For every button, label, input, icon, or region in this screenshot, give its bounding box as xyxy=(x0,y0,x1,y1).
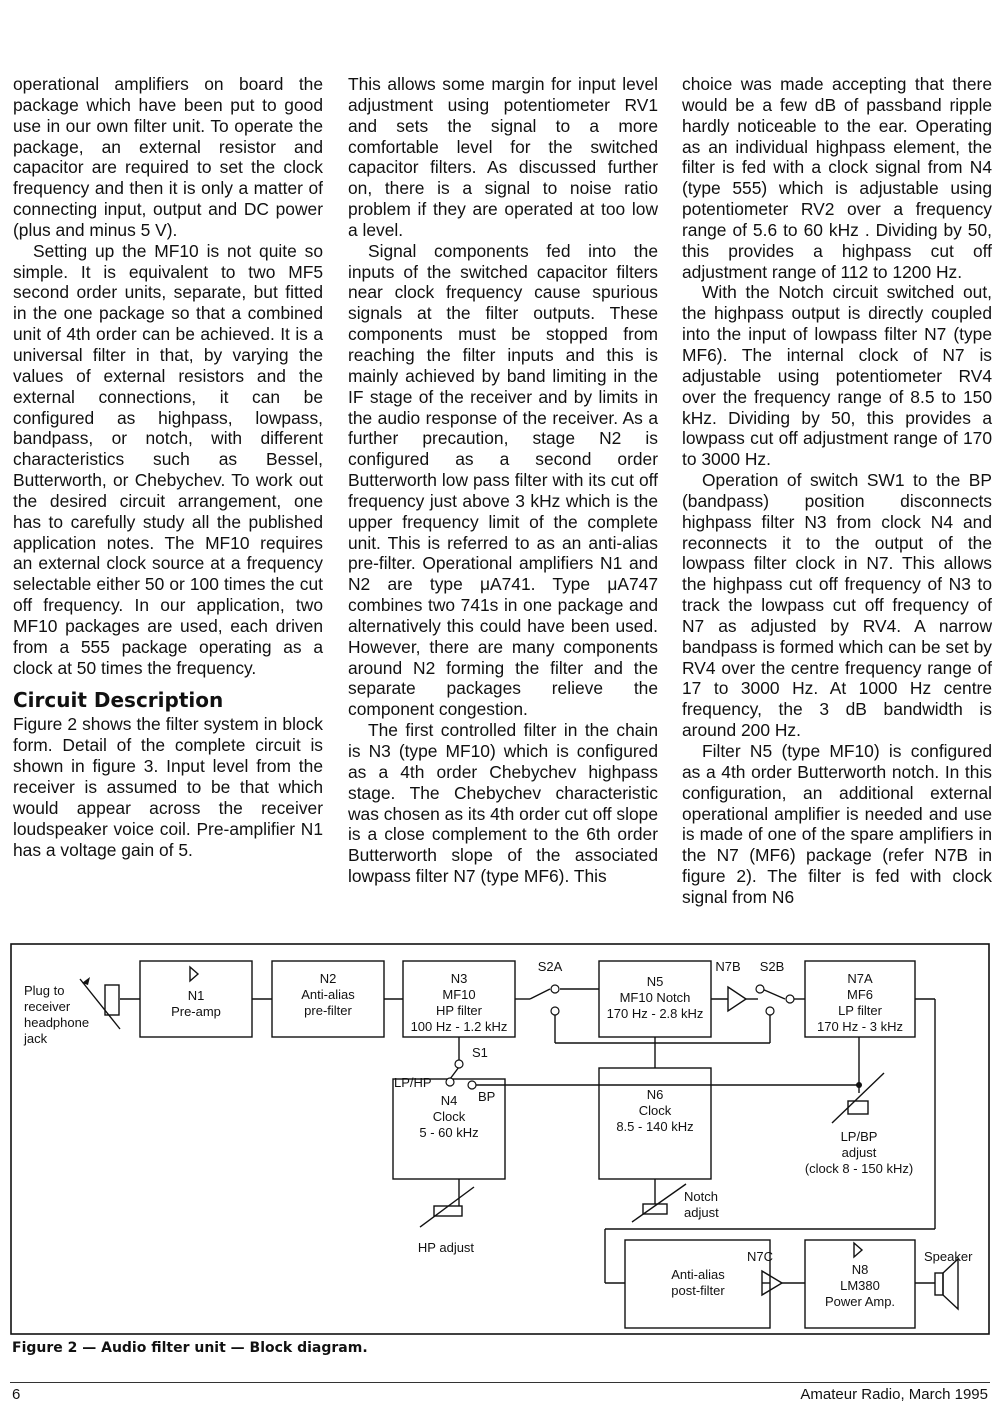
journal-name: Amateur Radio, March 1995 xyxy=(800,1386,988,1403)
diagram-label-n4: Clock xyxy=(432,1109,466,1124)
diagram-label-n4: 5 - 60 kHz xyxy=(419,1125,479,1140)
paragraph: The first controlled filter in the chain is N3 (type MF10) which is configured as a 4th order Chebychev highpass stage. The Chebychev characteristic was chosen as its 4th order cut off slope is a close complement to the 6th order Butterworth slope of the associated lowpass filter N7 (type MF6). This xyxy=(348,720,658,887)
diagram-label-n1: N1 xyxy=(187,988,205,1003)
diagram-label-lpbp: LP/BP xyxy=(840,1129,878,1144)
footer-rule xyxy=(10,1382,990,1383)
diagram-label-n6: 8.5 - 140 kHz xyxy=(616,1119,694,1134)
diagram-label-n8: Power Amp. xyxy=(824,1294,896,1309)
diagram-label-n7a: N7A xyxy=(847,971,873,986)
paragraph: Figure 2 shows the filter system in block form. Detail of the complete circuit is shown in figure 3. Input level from the receiver is assumed to be that which would appear across the receiver loudspeaker voice coil. Pre-amplifier N1 has a voltage gain of 5. xyxy=(13,714,323,860)
diagram-label-speaker: Speaker xyxy=(924,1249,973,1264)
diagram-label-n3: 100 Hz - 1.2 kHz xyxy=(410,1019,508,1034)
page-number: 6 xyxy=(12,1386,21,1403)
diagram-label-n7c: N7C xyxy=(746,1249,774,1264)
paragraph: With the Notch circuit switched out, the highpass output is directly coupled into the input of lowpass filter N7 (type MF6). The internal clock of N7 is adjustable using potentiometer RV4 over the frequency range of 8.5 to 150 kHz. Dividing by 50, this provides a lowpass cut off adjustment range of 170 to 3000 Hz. xyxy=(682,282,992,470)
diagram-label-s2b: S2B xyxy=(759,959,785,974)
diagram-label-n2: Anti-alias xyxy=(301,987,355,1002)
diagram-label-input_label: Plug to xyxy=(24,983,65,998)
diagram-label-post: post-filter xyxy=(671,1283,725,1298)
diagram-label-n7a: MF6 xyxy=(847,987,873,1002)
diagram-label-n8: N8 xyxy=(851,1262,869,1277)
diagram-label-n3: HP filter xyxy=(436,1003,482,1018)
diagram-label-input_label: receiver xyxy=(24,999,71,1014)
diagram-label-hp_adjust: HP adjust xyxy=(417,1240,475,1255)
diagram-label-lpbp: adjust xyxy=(841,1145,877,1160)
diagram-label-n2: pre-filter xyxy=(304,1003,352,1018)
paragraph: Signal components fed into the inputs of the switched capacitor filters near clock frequency cause spurious signals at the filter outputs. These components must be stopped from reaching the filter inputs and this is mainly achieved by band limiting in the IF stage of the receiver and by limits in the audio response of the receiver. As a further precaution, stage N2 is configured as a second order Butterworth low pass filter with its cut off frequency just above 3 kHz which is the upper frequency limit of the complete unit. This is referred to as an anti-alias pre-filter. Operational amplifiers N1 and N2 are type μA741. Type μA747 combines two 741s in one package and alternatively this could have been used. However, there are many components around N2 forming the filter and the separate packages relieve the component congestion. xyxy=(348,240,658,720)
figure-caption: Figure 2 — Audio filter unit — Block diagram. xyxy=(12,1340,368,1356)
paragraph: choice was made accepting that there would be a few dB of passband ripple hardly noticeable to the ear. Operating as an individual highpass element, the filter is fed with a clock signal from N4 (type 555) which is adjustable using potentiometer RV2 over a frequency range of 5.6 to 60 kHz . Dividing by 50, this provides a highpass cut off adjustment range of 112 to 1200 Hz. xyxy=(682,74,992,282)
diagram-label-input_label: jack xyxy=(24,1031,48,1046)
block-diagram xyxy=(10,943,990,1335)
diagram-label-n3: MF10 xyxy=(442,987,476,1002)
text-column-2 xyxy=(348,74,658,887)
diagram-label-n7a: 170 Hz - 3 kHz xyxy=(817,1019,903,1034)
diagram-label-bp: BP xyxy=(478,1089,496,1104)
diagram-label-n7b: N7B xyxy=(715,959,741,974)
paragraph: operational amplifiers on board the package which have been put to good use in our own filter unit. To operate the package, an external resistor and capacitor are required to set the clock frequency and then it is only a matter of connecting input, output and DC power (plus and minus 5 V). xyxy=(13,74,323,240)
diagram-label-input_label: headphone xyxy=(24,1015,90,1030)
diagram-label-n5: MF10 Notch xyxy=(619,990,691,1005)
text-column-3 xyxy=(682,74,992,908)
paragraph: Filter N5 (type MF10) is configured as a 4th order Butterworth notch. In this configuration, an additional external operational amplifier is needed and use is made of one of the spare amplifiers in the N7 (MF6) package (refer N7B in figure 2). The filter is fed with clock signal from N6 xyxy=(682,741,992,907)
diagram-label-n8: LM380 xyxy=(840,1278,880,1293)
diagram-label-notch_adjust: Notch xyxy=(684,1189,718,1204)
diagram-label-n5: 170 Hz - 2.8 kHz xyxy=(606,1006,704,1021)
diagram-label-n7a: LP filter xyxy=(838,1003,882,1018)
diagram-label-lphp: LP/HP xyxy=(394,1075,432,1090)
paragraph: This allows some margin for input level adjustment using potentiometer RV1 and sets the signal to a more comfortable level for the switched capacitor filters. As discussed further on, there is a signal to noise ratio problem if they are operated at too low a level. xyxy=(348,74,658,240)
diagram-label-post: Anti-alias xyxy=(671,1267,725,1282)
diagram-label-n5: N5 xyxy=(646,974,664,989)
diagram-label-s2a: S2A xyxy=(537,959,563,974)
diagram-label-lpbp: (clock 8 - 150 kHz) xyxy=(804,1161,914,1176)
diagram-label-n6: N6 xyxy=(646,1087,664,1102)
diagram-label-notch_adjust: adjust xyxy=(684,1205,719,1220)
diagram-label-n1: Pre-amp xyxy=(171,1004,221,1019)
text-column-1 xyxy=(13,74,323,860)
paragraph: Setting up the MF10 is not quite so simple. It is equivalent to two MF5 second order units, separate, but fitted in the one package so that a combined unit of 4th order can be achieved. It is a universal filter in that, by varying the values of external resistors and the external connections, it can be configured as highpass, lowpass, bandpass, or notch, with different characteristics such as Bessel, Butterworth, or Chebychev. To work out the desired circuit arrangement, one has to carefully study all the published application notes. The MF10 requires an external clock source at a frequency selectable either 50 or 100 times the cut off frequency. In our application, two MF10 packages are used, each driven from a 555 package operating as a clock at 50 times the frequency. xyxy=(13,240,323,678)
diagram-label-n6: Clock xyxy=(638,1103,672,1118)
diagram-label-s1: S1 xyxy=(472,1045,488,1060)
paragraph: Operation of switch SW1 to the BP (bandpass) position disconnects highpass filter N3 from clock N4 and reconnects it to the output of the lowpass filter clock in N7. This allows the highpass cut off frequency of N3 to track the lowpass cut off frequency of N7 as adjusted by RV4. A narrow bandpass is formed which can be set by RV4 over the centre frequency range of 17 to 3000 Hz. At 1000 Hz centre frequency, the 3 dB bandwidth is around 200 Hz. xyxy=(682,470,992,741)
diagram-label-n4: N4 xyxy=(440,1093,458,1108)
diagram-label-n2: N2 xyxy=(319,971,337,986)
diagram-label-n3: N3 xyxy=(450,971,468,986)
section-heading: Circuit Description xyxy=(13,688,224,713)
